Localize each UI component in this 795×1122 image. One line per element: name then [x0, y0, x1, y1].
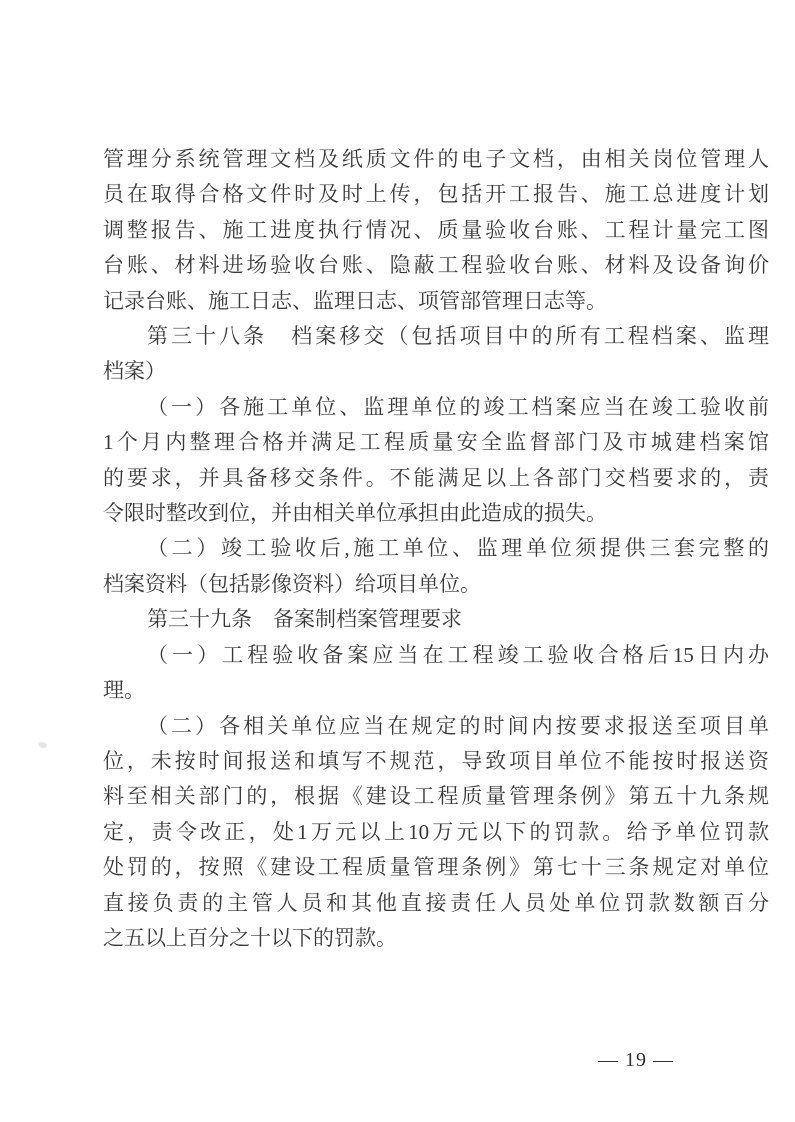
text-line: 处罚的，按照《建设工程质量管理条例》第七十三条规定对单位	[103, 855, 769, 880]
paragraph-1	[103, 142, 769, 319]
text-line: 员在取得合格文件时及时上传，包括开工报告、施工总进度计划	[103, 182, 769, 207]
text-line: 档案资料（包括影像资料）给项目单位。	[103, 571, 481, 596]
text-line: （一）工程验收备案应当在工程竣工验收合格后15日内办	[147, 642, 769, 667]
paragraph-5	[103, 602, 769, 637]
paragraph-7	[103, 709, 769, 957]
paragraph-3	[103, 390, 769, 532]
text-line: 台账、材料进场验收台账、隐蔽工程验收台账、材料及设备询价	[103, 253, 769, 278]
scan-artifact	[37, 741, 48, 750]
text-line: 调整报告、施工进度执行情况、质量验收台账、工程计量完工图	[103, 217, 769, 242]
text-line: 之五以上百分之十以下的罚款。	[103, 925, 397, 950]
text-line: （二）各相关单位应当在规定的时间内按要求报送至项目单	[147, 713, 769, 738]
paragraph-2	[103, 319, 769, 390]
paragraph-6	[103, 638, 769, 709]
text-line: 料至相关部门的，根据《建设工程质量管理条例》第五十九条规	[103, 784, 769, 809]
text-line: 理。	[103, 678, 145, 703]
text-line: 第三十九条 备案制档案管理要求	[147, 607, 462, 632]
text-line: 的要求，并具备移交条件。不能满足以上各部门交档要求的，责	[103, 465, 769, 490]
text-line: （一）各施工单位、监理单位的竣工档案应当在竣工验收前	[147, 394, 769, 419]
text-line: 第三十八条 档案移交（包括项目中的所有工程档案、监理	[147, 324, 769, 349]
text-line: 1个月内整理合格并满足工程质量安全监督部门及市城建档案馆	[103, 430, 769, 455]
text-line: 档案）	[103, 359, 166, 384]
text-line: 直接负责的主管人员和其他直接责任人员处单位罚款数额百分	[103, 890, 769, 915]
text-line: 管理分系统管理文档及纸质文件的电子文档，由相关岗位管理人	[103, 147, 769, 171]
document-body	[103, 142, 769, 956]
text-line: 定，责令改正，处1万元以上10万元以下的罚款。给予单位罚款	[103, 819, 769, 844]
page-number: — 19 —	[598, 1049, 674, 1071]
text-line: 令限时整改到位，并由相关单位承担由此造成的损失。	[103, 501, 607, 526]
text-line: （二）竣工验收后,施工单位、监理单位须提供三套完整的	[147, 536, 769, 561]
paragraph-4	[103, 531, 769, 602]
text-line: 位，未按时间报送和填写不规范，导致项目单位不能按时报送资	[103, 748, 769, 773]
text-line: 记录台账、施工日志、监理日志、项管部管理日志等。	[103, 288, 607, 313]
